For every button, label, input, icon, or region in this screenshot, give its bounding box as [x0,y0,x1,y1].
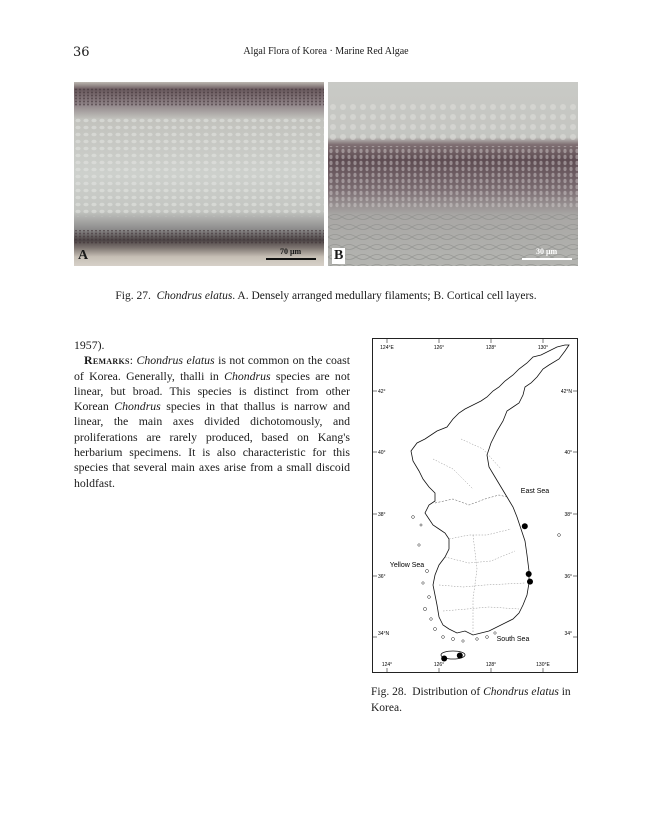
figure-28-text: Distribution of [412,686,481,698]
remarks-text-3: species are not linear, but broad. This species is distinct from other Korean [74,368,351,414]
map-right-label: 40° [564,450,572,456]
map-bottom-label: 126° [433,662,445,668]
continued-line: 1957). [74,338,105,352]
map-left-label: 40° [378,450,386,456]
east-sea-label: East Sea [520,488,550,495]
map-right-label: 34° [564,631,572,637]
panel-label-b: B [334,248,344,263]
map-left-label: 34°N [378,631,390,637]
scale-bar-b [522,258,572,260]
scale-label-a: 70 μm [280,247,302,256]
figure-28-species: Chondrus elatus [483,686,559,698]
remarks-text-4: species in that thallus is narrow and linear, the main axes divided dichotomously, and proliferations are rarely produced, based on Kang's herbarium specimens. It is also characteristic for this species that several main axes arise from a small discoid holdfast. [74,399,351,490]
map-frame-ticks [373,339,577,672]
remarks-genus-2: Chondrus [114,399,161,414]
map-right-label: 42°N [560,389,572,395]
figure-28-suffix: in Korea. [371,686,571,714]
micrograph-a [74,82,324,266]
figure-27-description: . A. Densely arranged medullary filaments; B. Cortical cell layers. [232,290,537,302]
map-top-label: 128° [485,345,497,351]
scale-label-b: 30 μm [536,247,558,256]
map-right-label: 36° [564,574,572,580]
dmz-border [435,495,507,505]
map-top-label: 130° [537,345,549,351]
locality-point [527,579,533,585]
remarks-paragraph [74,353,350,491]
map-top-label: 124°E [380,345,394,351]
distribution-map-svg [373,339,577,672]
map-bottom-label: 124° [381,662,393,668]
locality-point [522,523,528,529]
locality-point [526,571,532,577]
remarks-heading: Remarks [84,353,130,368]
micrograph-b [328,82,578,266]
map-top-label: 126° [433,345,445,351]
figure-28-label: Fig. 28. [371,686,407,698]
remarks-text-2: is not common on the coast of Korea. Generally, thalli in [74,353,350,383]
body-text [74,338,350,491]
map-bottom-label: 128° [485,662,497,668]
figure-28-caption [371,684,581,716]
map-left-label: 42° [378,389,386,395]
remarks-genus-1: Chondrus [224,368,271,383]
map-bottom-label: 130°E [536,662,550,668]
panel-label-a: A [78,248,89,263]
map-left-label: 38° [378,512,386,518]
map-left-label: 36° [378,574,386,580]
figure-27-label: Fig. 27. [115,290,151,302]
locality-point [441,656,447,662]
micrograph-a-image [74,82,324,266]
distribution-map [372,338,578,673]
page-number: 36 [73,45,90,60]
figure-27-species: Chondrus elatus [156,290,233,302]
locality-point [457,652,463,658]
scale-bar-a [266,258,316,260]
south-sea-label: South Sea [496,636,530,643]
yellow-sea-label: Yellow Sea [389,562,425,569]
running-header: Algal Flora of Korea · Marine Red Algae [243,46,409,57]
remarks-text-1: : [129,353,137,368]
remarks-species-1: Chondrus elatus [136,353,215,368]
micrograph-b-image [328,82,578,266]
figure-27-caption [0,290,652,302]
map-right-label: 38° [564,512,572,518]
